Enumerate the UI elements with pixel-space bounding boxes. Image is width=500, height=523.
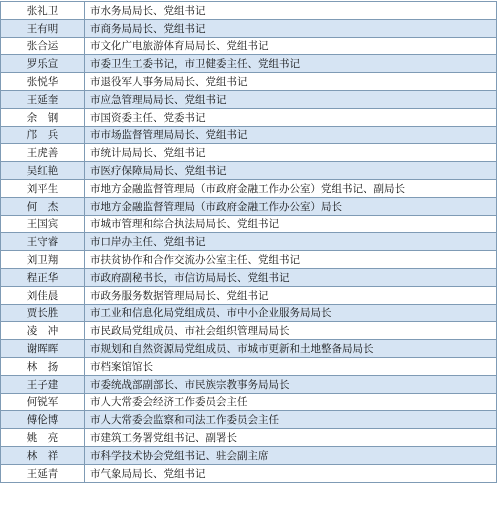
name-cell: 谢晖晖 [1, 340, 85, 357]
table-row [1, 376, 497, 394]
position-cell: 市文化广电旅游体育局局长、党组书记 [85, 38, 497, 55]
table-row [1, 144, 497, 162]
position-cell: 市统计局局长、党组书记 [85, 144, 497, 161]
name-cell: 王延青 [1, 465, 85, 482]
position-cell: 市退役军人事务局局长、党组书记 [85, 73, 497, 90]
table-row [1, 127, 497, 145]
name-cell: 刘卫翔 [1, 251, 85, 268]
position-cell: 市国资委主任、党委书记 [85, 109, 497, 126]
name-cell: 何锐军 [1, 394, 85, 411]
position-cell: 市工业和信息化局党组成员、市中小企业服务局局长 [85, 305, 497, 322]
table-row [1, 109, 497, 127]
table-row [1, 429, 497, 447]
position-cell: 市政府副秘书长，市信访局局长、党组书记 [85, 269, 497, 286]
position-cell: 市气象局局长、党组书记 [85, 465, 497, 482]
table-row [1, 233, 497, 251]
position-cell: 市政务服务数据管理局局长、党组书记 [85, 287, 497, 304]
name-cell: 林 祥 [1, 447, 85, 464]
table-row [1, 340, 497, 358]
position-cell: 市地方金融监督管理局（市政府金融工作办公室）局长 [85, 198, 497, 215]
position-cell: 市口岸办主任、党组书记 [85, 233, 497, 250]
name-cell: 林 扬 [1, 358, 85, 375]
position-cell: 市水务局局长、党组书记 [85, 2, 497, 19]
name-cell: 吴红艳 [1, 162, 85, 179]
table-row [1, 180, 497, 198]
table-row [1, 55, 497, 73]
position-cell: 市档案馆馆长 [85, 358, 497, 375]
name-cell: 何 杰 [1, 198, 85, 215]
position-cell: 市人大常委会监察和司法工作委员会主任 [85, 411, 497, 428]
position-cell: 市应急管理局局长、党组书记 [85, 91, 497, 108]
table-row [1, 38, 497, 56]
position-cell: 市地方金融监督管理局（市政府金融工作办公室）党组书记、副局长 [85, 180, 497, 197]
table-row [1, 91, 497, 109]
position-cell: 市委卫生工委书记，市卫健委主任、党组书记 [85, 55, 497, 72]
name-cell: 罗乐宣 [1, 55, 85, 72]
name-cell: 刘佳晨 [1, 287, 85, 304]
position-cell: 市民政局党组成员、市社会组织管理局局长 [85, 322, 497, 339]
position-cell: 市科学技术协会党组书记、驻会副主席 [85, 447, 497, 464]
position-cell: 市建筑工务署党组书记、副署长 [85, 429, 497, 446]
position-cell: 市委统战部副部长、市民族宗教事务局局长 [85, 376, 497, 393]
name-cell: 王延奎 [1, 91, 85, 108]
name-cell: 王虎善 [1, 144, 85, 161]
name-cell: 贾长胜 [1, 305, 85, 322]
table-row [1, 322, 497, 340]
name-cell: 张悦华 [1, 73, 85, 90]
name-cell: 程正华 [1, 269, 85, 286]
name-cell: 王国宾 [1, 216, 85, 233]
name-cell: 王守睿 [1, 233, 85, 250]
name-cell: 张礼卫 [1, 2, 85, 19]
position-cell: 市人大常委会经济工作委员会主任 [85, 394, 497, 411]
name-cell: 王子建 [1, 376, 85, 393]
table-row [1, 269, 497, 287]
name-cell: 傅伦博 [1, 411, 85, 428]
position-cell: 市市场监督管理局局长、党组书记 [85, 127, 497, 144]
table-row [1, 73, 497, 91]
name-cell: 刘平生 [1, 180, 85, 197]
name-cell: 凌 冲 [1, 322, 85, 339]
position-cell: 市扶贫协作和合作交流办公室主任、党组书记 [85, 251, 497, 268]
table-row [1, 358, 497, 376]
name-cell: 邝 兵 [1, 127, 85, 144]
table-row [1, 251, 497, 269]
name-cell: 余 钢 [1, 109, 85, 126]
officials-table [0, 1, 497, 483]
table-row [1, 2, 497, 20]
name-cell: 王有明 [1, 20, 85, 37]
table-row [1, 20, 497, 38]
table-row [1, 447, 497, 465]
table-row [1, 216, 497, 234]
table-row [1, 394, 497, 412]
table-row [1, 198, 497, 216]
table-row [1, 305, 497, 323]
table-row [1, 287, 497, 305]
position-cell: 市医疗保障局局长、党组书记 [85, 162, 497, 179]
name-cell: 姚 亮 [1, 429, 85, 446]
table-row [1, 162, 497, 180]
position-cell: 市规划和自然资源局党组成员、市城市更新和土地整备局局长 [85, 340, 497, 357]
table-row [1, 465, 497, 483]
name-cell: 张合运 [1, 38, 85, 55]
table-row [1, 411, 497, 429]
position-cell: 市商务局局长、党组书记 [85, 20, 497, 37]
position-cell: 市城市管理和综合执法局局长、党组书记 [85, 216, 497, 233]
